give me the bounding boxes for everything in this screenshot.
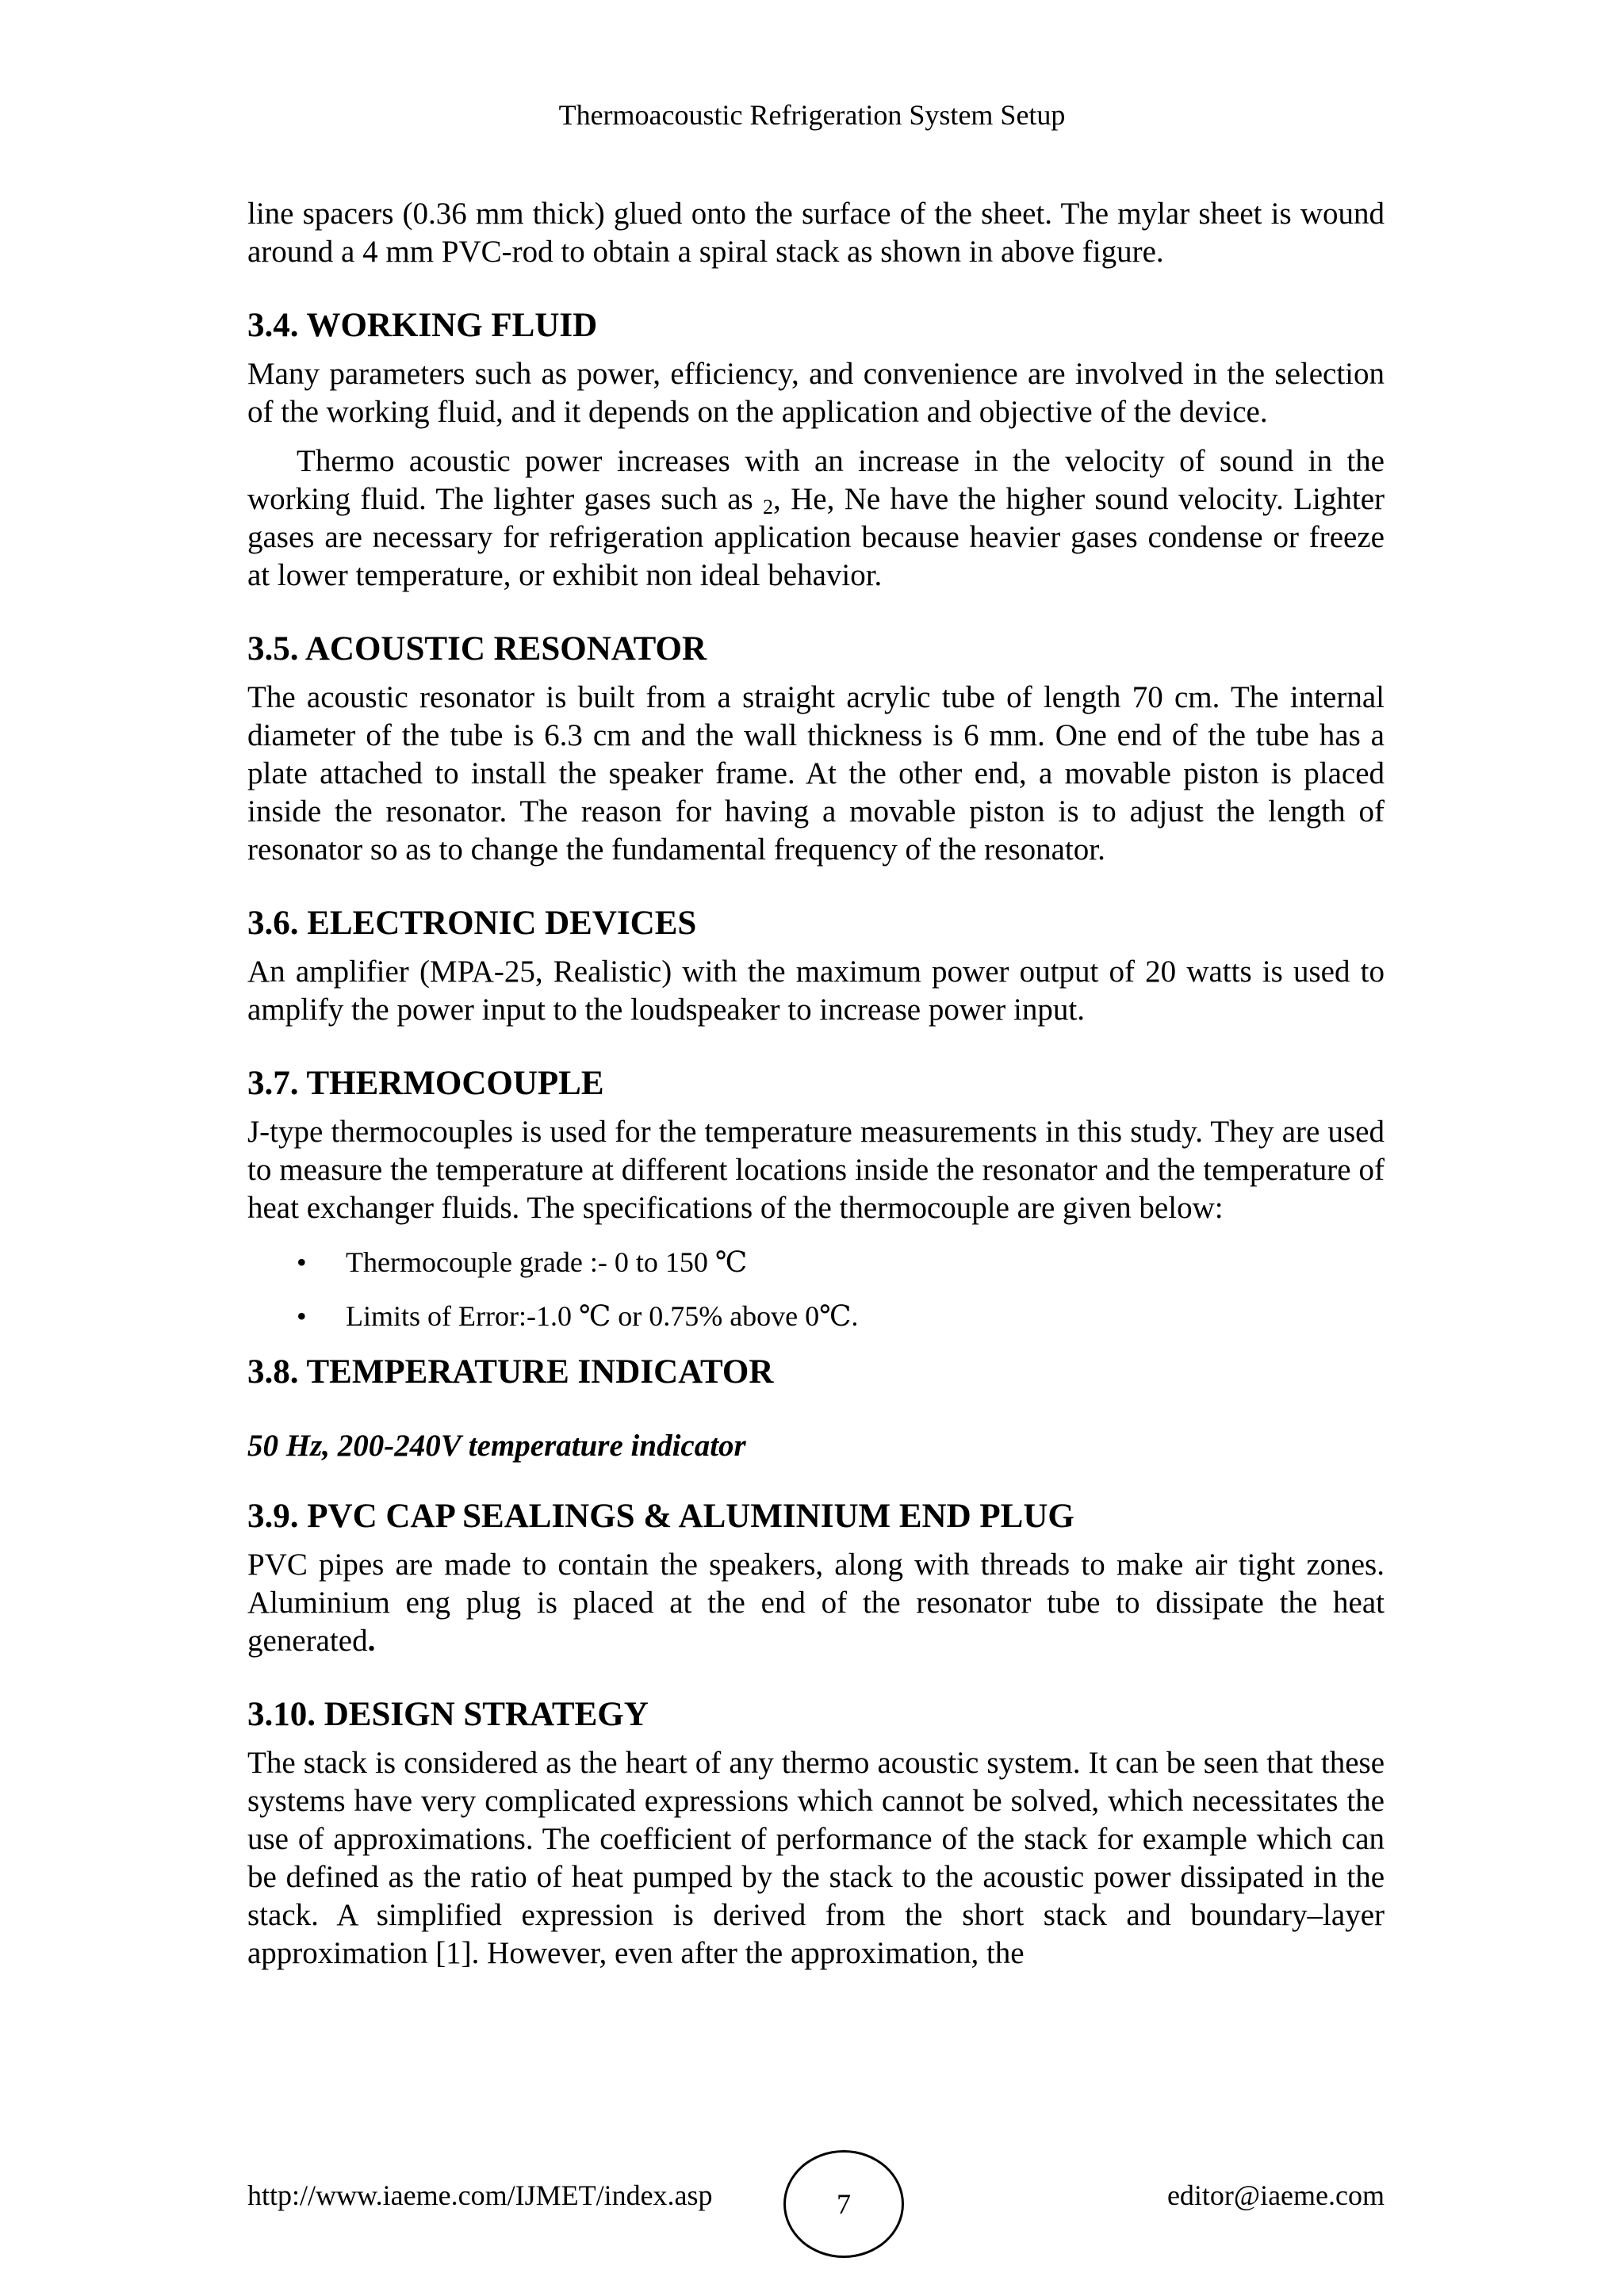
page-number-badge [783,2150,904,2258]
paragraph [247,442,1385,595]
paragraph-text: , He, Ne have the higher sound velocity. Lighter gases are necessary for refrigeration application because heavier gases condense or freeze at lower temperature, or exhibit non ideal behavior. [247,482,1385,592]
section-acoustic-resonator [247,629,1385,869]
bullet-icon: • [297,1246,307,1278]
section-design-strategy [247,1695,1385,1973]
paragraph-text: Thermo acoustic power increases with an increase in the velocity of sound in the working fluid. The lighter gases such as [247,444,1385,516]
page-number: 7 [837,2188,851,2220]
footer-url[interactable]: http://www.iaeme.com/IJMET/index.asp [247,2179,713,2211]
list-item [247,1299,1385,1334]
list-item-text: Thermocouple grade :- 0 to 150 ℃ [346,1246,748,1278]
section-heading: 3.10. DESIGN STRATEGY [247,1696,649,1733]
section-heading: 3.7. THERMOCOUPLE [247,1065,604,1102]
paragraph: Many parameters such as power, efficiency, and convenience are involved in the selection of the working fluid, and it depends on the application and objective of the device. [247,357,1385,429]
section-heading: 3.6. ELECTRONIC DEVICES [247,905,697,942]
page-body [247,195,1385,1973]
paragraph-text: PVC pipes are made to contain the speakers, along with threads to make air tight zones. Aluminium eng plug is placed at the end of the resonator tube to dissipate the heat generated [247,1548,1385,1658]
section-working-fluid [247,306,1385,595]
running-header: Thermoacoustic Refrigeration System Setup [558,99,1066,131]
page-footer [247,2150,1385,2229]
section-pvc-cap-sealings [247,1497,1385,1660]
paragraph [247,1546,1385,1660]
paragraph: The stack is considered as the heart of any thermo acoustic system. It can be seen that these systems have very complicated expressions which cannot be solved, which necessitates the use of approximations. The coefficient of performance of the stack for example which can be defined as the ratio of heat pumped by the stack to the acoustic power dissipated in the stack. A simplified expression is derived from the short stack and boundary–layer approximation [1]. However, even after the approximation, the [247,1746,1385,1970]
section-temperature-indicator [247,1353,1385,1465]
section-heading: 3.9. PVC CAP SEALINGS & ALUMINIUM END PLUG [247,1498,1074,1535]
intro-paragraph: line spacers (0.36 mm thick) glued onto the surface of the sheet. The mylar sheet is wound around a 4 mm PVC-rod to obtain a spiral stack as shown in above figure. [247,197,1385,269]
intro-section [247,195,1385,271]
section-thermocouple [247,1064,1385,1334]
section-heading: 3.4. WORKING FLUID [247,307,598,344]
section-heading: 3.8. TEMPERATURE INDICATOR [247,1353,774,1391]
footer-email[interactable]: editor@iaeme.com [1166,2179,1385,2211]
paragraph: J-type thermocouples is used for the temperature measurements in this study. They are used to measure the temperature at different locations inside the resonator and the temperature of heat exchanger fluids. The specifications of the thermocouple are given below: [247,1115,1385,1225]
paragraph: The acoustic resonator is built from a straight acrylic tube of length 70 cm. The internal diameter of the tube is 6.3 cm and the wall thickness is 6 mm. One end of the tube has a plate attached to install the speaker frame. At the other end, a movable piston is placed inside the resonator. The reason for having a movable piston is to adjust the length of resonator so as to change the fundamental frequency of the resonator. [247,680,1385,867]
spec-list [247,1245,1385,1334]
paragraph-end-mark: . [367,1624,376,1658]
section-heading: 3.5. ACOUSTIC RESONATOR [247,630,707,668]
bullet-icon: • [297,1300,307,1332]
paragraph: An amplifier (MPA-25, Realistic) with the maximum power output of 20 watts is used to amplify the power input to the loudspeaker to increase power input. [247,955,1385,1027]
list-item [247,1245,1385,1280]
subheading: 50 Hz, 200-240V temperature indicator [247,1429,746,1463]
list-item-text: Limits of Error:-1.0 ℃ or 0.75% above 0℃. [346,1300,859,1332]
subscript: 2 [763,496,774,519]
section-electronic-devices [247,904,1385,1029]
